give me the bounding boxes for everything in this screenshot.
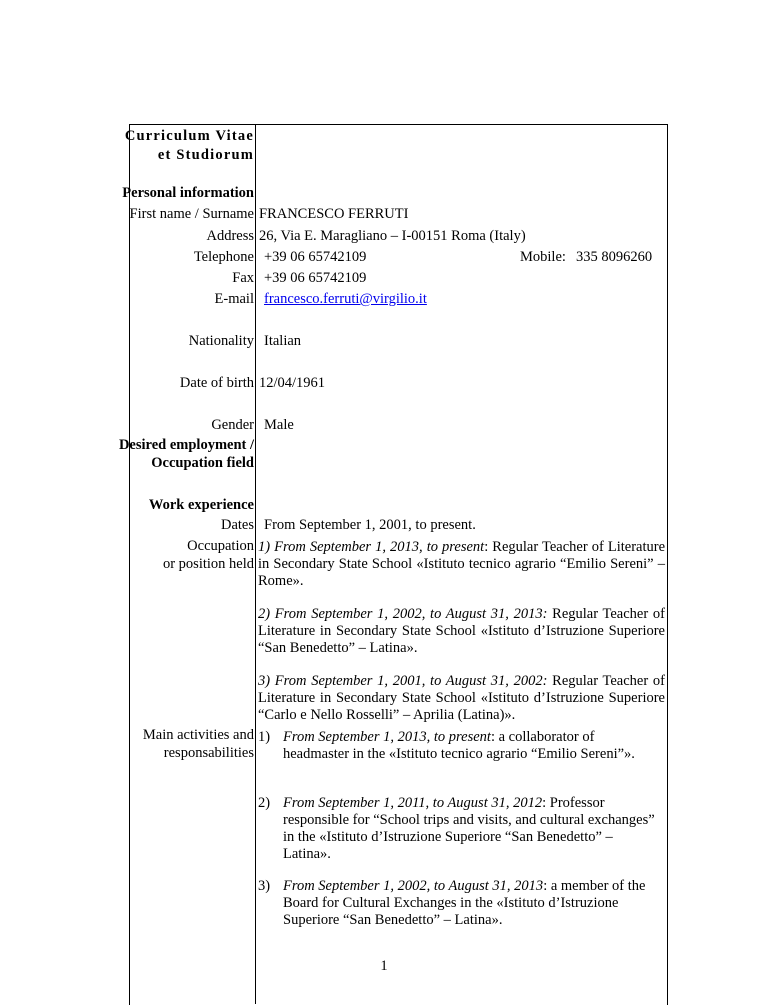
occupation-item xyxy=(258,673,665,724)
occupation-label-line1: Occupation xyxy=(187,538,254,554)
employment-label-line2: Occupation field xyxy=(151,455,254,471)
page-number: 1 xyxy=(380,958,388,974)
occupation-item xyxy=(258,539,665,590)
activity-text: : a collaborator of headmaster in the «Istituto tecnico agrario “Emilio Sereni”». xyxy=(283,729,635,762)
address-label: Address xyxy=(206,228,254,244)
name-label: First name / Surname xyxy=(129,206,254,222)
name-value: FRANCESCO FERRUTI xyxy=(259,206,409,222)
activity-item xyxy=(258,729,658,763)
mobile-label: Mobile: xyxy=(520,249,566,265)
gender-label: Gender xyxy=(211,417,254,433)
occupation-text: : Regular Teacher of Literature in Secondary State School «Istituto tecnico agrario “Emilio Sereni” – Rome». xyxy=(258,539,666,589)
occupation-period: 2) From September 1, 2002, to August 31, 2013: xyxy=(258,606,548,622)
fax-value: +39 06 65742109 xyxy=(264,270,367,286)
activity-text: : Professor responsible for “School trips and visits, and cultural exchanges” in the «Istituto d’Istruzione Superiore “San Benedetto” – Latina». xyxy=(283,795,655,862)
address-value: 26, Via E. Maragliano – I-00151 Roma (Italy) xyxy=(259,228,526,244)
column-divider xyxy=(255,124,256,1004)
personal-section-label: Personal information xyxy=(122,185,254,201)
occupation-period: 1) From September 1, 2013, to present xyxy=(258,539,485,555)
dob-value: 12/04/1961 xyxy=(259,375,326,391)
gender-value: Male xyxy=(264,417,294,433)
activities-label-line2: responsabilities xyxy=(163,745,254,761)
occupation-text: Regular Teacher of Literature in Secondary State School «Istituto d’Istruzione Superiore “Carlo e Nello Rosselli” – Aprilia (Latina)». xyxy=(258,673,665,723)
nationality-label: Nationality xyxy=(188,333,254,349)
work-section-label: Work experience xyxy=(148,497,254,513)
cv-title-line2: et Studiorum xyxy=(157,147,254,163)
activity-period: From September 1, 2013, to present xyxy=(283,729,491,745)
occupation-label-line2: or position held xyxy=(162,556,254,572)
activity-period: From September 1, 2002, to August 31, 2013 xyxy=(283,878,544,894)
activity-number: 1) xyxy=(258,729,271,745)
occupation-item xyxy=(258,606,665,657)
occupation-period: 3) From September 1, 2001, to August 31, 2002: xyxy=(258,673,548,689)
activity-period: From September 1, 2011, to August 31, 2012 xyxy=(283,795,543,811)
email-label: E-mail xyxy=(214,291,254,307)
telephone-label: Telephone xyxy=(193,249,254,265)
email-link[interactable]: francesco.ferruti@virgilio.it xyxy=(264,291,427,307)
occupation-text: Regular Teacher of Literature in Secondary State School «Istituto d’Istruzione Superiore “San Benedetto” – Latina». xyxy=(258,606,665,656)
telephone-value: +39 06 65742109 xyxy=(264,249,367,265)
activity-item xyxy=(258,795,658,863)
activities-label-line1: Main activities and xyxy=(142,727,254,743)
activity-number: 3) xyxy=(258,878,271,894)
dob-label: Date of birth xyxy=(179,375,254,391)
dates-label: Dates xyxy=(220,517,254,533)
activity-number: 2) xyxy=(258,795,271,811)
cv-title-line1: Curriculum Vitae xyxy=(124,128,254,144)
nationality-value: Italian xyxy=(264,333,302,349)
employment-label-line1: Desired employment / xyxy=(118,437,254,453)
activity-text: : a member of the Board for Cultural Exchanges in the «Istituto d’Istruzione Superiore “San Benedetto” – Latina». xyxy=(283,878,646,928)
activity-item xyxy=(258,878,658,929)
dates-value: From September 1, 2001, to present. xyxy=(264,517,476,533)
mobile-value: 335 8096260 xyxy=(576,249,653,265)
fax-label: Fax xyxy=(232,270,254,286)
